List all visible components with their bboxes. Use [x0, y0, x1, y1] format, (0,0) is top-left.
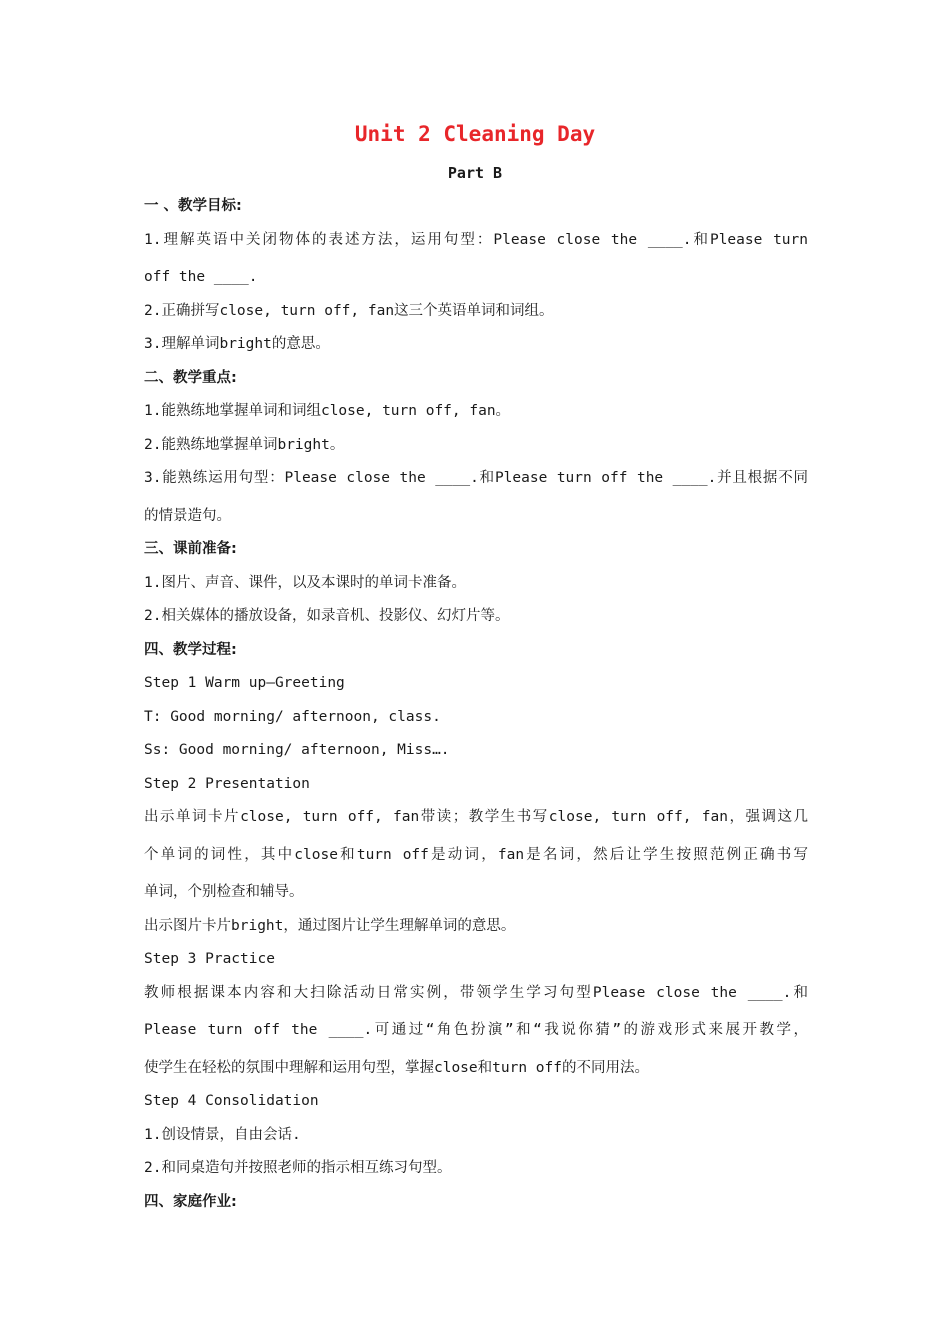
- paragraph-line: 2.和同桌造句并按照老师的指示相互练习句型。: [144, 1160, 452, 1176]
- step-heading: Step 1 Warm up—Greeting: [144, 675, 345, 691]
- section-heading-process: 四、教学过程:: [144, 641, 237, 658]
- paragraph-line: T: Good morning/ afternoon, class.: [144, 708, 441, 725]
- paragraph-line: 教师根据课本内容和大扫除活动日常实例，带领学生学习句型Please close the ____.和: [144, 984, 808, 1001]
- paragraph-line: Please turn off the ____.可通过“角色扮演”和“我说你猜”的游戏形式来展开教学，: [144, 1022, 808, 1038]
- document-body: [144, 196, 808, 1225]
- paragraph-line: 1.理解英语中关闭物体的表述方法，运用句型：Please close the ____.和Please turn: [144, 231, 808, 248]
- paragraph-line: 1.能熟练地掌握单词和词组close, turn off, fan。: [144, 403, 511, 419]
- section-heading-preparation: 三、课前准备:: [144, 541, 237, 557]
- paragraph-line: 2.相关媒体的播放设备，如录音机、投影仪、幻灯片等。: [144, 608, 510, 624]
- paragraph-line: 的情景造句。: [144, 507, 231, 524]
- paragraph-line: 使学生在轻松的氛围中理解和运用句型，掌握close和turn off的不同用法。: [144, 1059, 649, 1076]
- section-heading-goals: 一 、教学目标:: [144, 198, 242, 214]
- section-heading-homework: 四、家庭作业:: [144, 1193, 237, 1210]
- document-subtitle: Part B: [447, 164, 503, 182]
- paragraph-line: 3.能熟练运用句型：Please close the ____.和Please turn off the ____.并且根据不同: [144, 470, 808, 486]
- document-title: Unit 2 Cleaning Day: [354, 122, 596, 146]
- paragraph-line: 出示图片卡片bright，通过图片让学生理解单词的意思。: [144, 917, 516, 934]
- step-heading: Step 3 Practice: [144, 951, 275, 967]
- paragraph-line: 1.图片、声音、课件，以及本课时的单词卡准备。: [144, 574, 466, 591]
- paragraph-line: off the ____.: [144, 269, 258, 285]
- paragraph-line: 单词，个别检查和辅导。: [144, 884, 304, 900]
- paragraph-line: Ss: Good morning/ afternoon, Miss….: [144, 742, 450, 758]
- paragraph-line: 2.能熟练地掌握单词bright。: [144, 436, 345, 453]
- paragraph-line: 个单词的词性，其中close和turn off是动词，fan是名词，然后让学生按照范例正确书写: [144, 846, 808, 863]
- section-heading-key-points: 二、教学重点:: [144, 369, 237, 386]
- paragraph-line: 出示单词卡片close, turn off, fan带读；教学生书写close, turn off, fan，强调这几: [144, 809, 808, 825]
- paragraph-line: 2.正确拼写close, turn off, fan这三个英语单词和词组。: [144, 302, 554, 319]
- step-heading: Step 4 Consolidation: [144, 1093, 319, 1109]
- paragraph-line: 1.创设情景，自由会话.: [144, 1126, 301, 1143]
- paragraph-line: 3.理解单词bright的意思。: [144, 336, 330, 352]
- step-heading: Step 2 Presentation: [144, 775, 310, 792]
